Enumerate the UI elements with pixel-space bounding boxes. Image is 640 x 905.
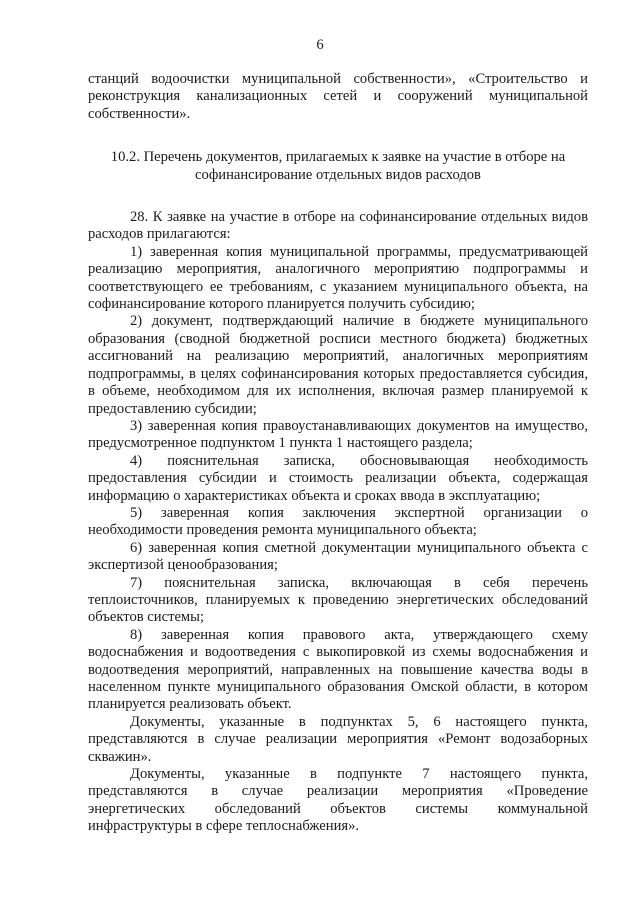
clause-28-item-7: 7) пояснительная записка, включающая в себя перечень теплоисточников, планируемых к проведению энергетических обследований объектов системы;	[88, 574, 588, 626]
clause-28-item-1: 1) заверенная копия муниципальной программы, предусматривающей реализацию мероприятия, аналогичного мероприятию подпрограммы и соответствующего ее требованиям, с указанием муниципального объекта, на софинансирование которого планируется получить субсидию;	[88, 243, 588, 313]
section-heading: 10.2. Перечень документов, прилагаемых к заявке на участие в отборе на софинансирование отдельных видов расходов	[110, 149, 566, 183]
document-body	[88, 71, 588, 836]
clause-28-item-4: 4) пояснительная записка, обосновывающая необходимость предоставления субсидии и стоимость реализации объекта, содержащая информацию о характеристиках объекта и сроках ввода в эксплуатацию;	[88, 452, 588, 504]
clause-28-item-5: 5) заверенная копия заключения экспертной организации о необходимости проведения ремонта муниципального объекта;	[88, 504, 588, 539]
intro-paragraph: станций водоочистки муниципальной собственности», «Строительство и реконструкция канализационных сетей и сооружений муниципальной собственности».	[88, 71, 588, 122]
clause-28-note-1: Документы, указанные в подпунктах 5, 6 настоящего пункта, представляются в случае реализации мероприятия «Ремонт водозаборных скважин».	[88, 713, 588, 765]
clause-28-item-3: 3) заверенная копия правоустанавливающих документов на имущество, предусмотренное подпунктом 1 пункта 1 настоящего раздела;	[88, 417, 588, 452]
clause-28-item-2: 2) документ, подтверждающий наличие в бюджете муниципального образования (сводной бюджетной росписи местного бюджета) бюджетных ассигнований на реализацию мероприятий, аналогичных мероприятиям подпрограммы, в целях софинансирования которых предоставляется субсидия, в объеме, необходимом для их исполнения, включая размер планируемой к предоставлению субсидии;	[88, 313, 588, 417]
clause-28-intro: 28. К заявке на участие в отборе на софинансирование отдельных видов расходов прилагаются:	[88, 209, 588, 243]
page-number: 6	[316, 37, 324, 53]
clause-28-item-6: 6) заверенная копия сметной документации муниципального объекта с экспертизой ценообразования;	[88, 539, 588, 574]
clause-28-note-2: Документы, указанные в подпункте 7 настоящего пункта, представляются в случае реализации мероприятия «Проведение энергетических обследований объектов системы коммунальной инфраструктуры в сфере теплоснабжения».	[88, 766, 588, 835]
clause-28-item-8: 8) заверенная копия правового акта, утверждающего схему водоснабжения и водоотведения с выкопировкой из схемы водоснабжения и водоотведения мероприятий, направленных на повышение качества воды в населенном пункте муниципального образования Омской области, в котором планируется реализовать объект.	[88, 626, 588, 713]
